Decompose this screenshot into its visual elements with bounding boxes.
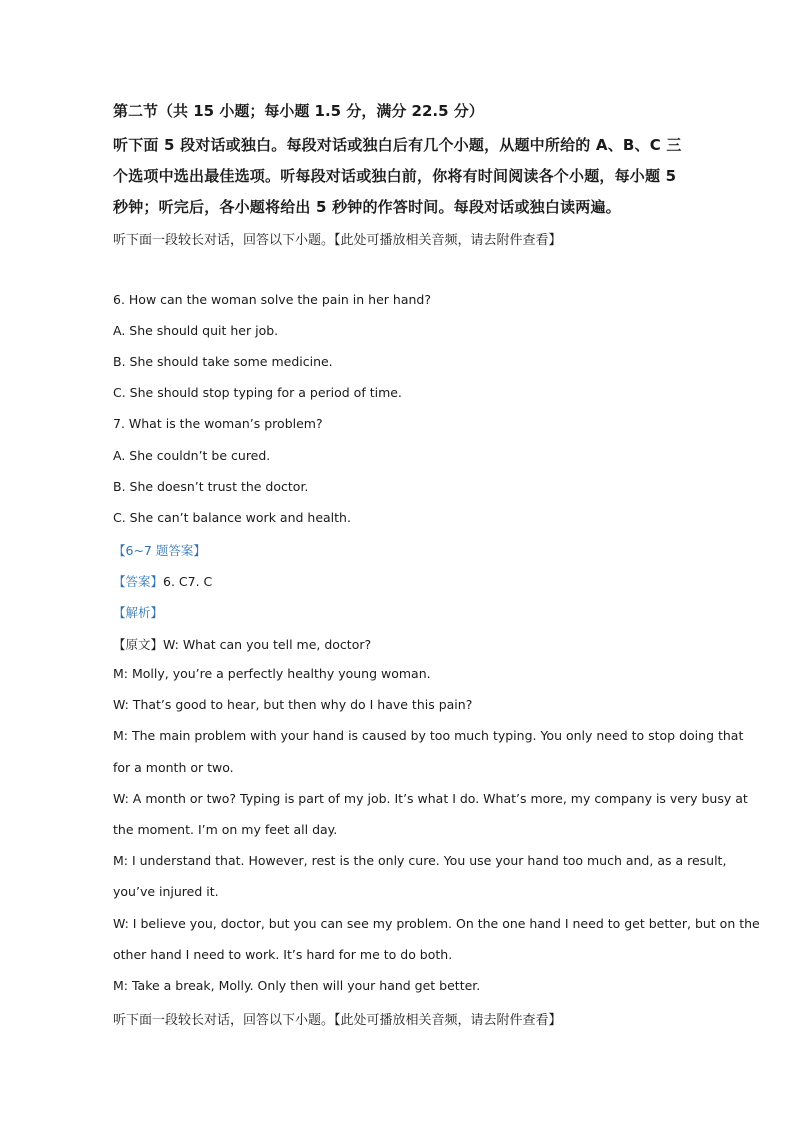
transcript-line-9: you’ve injured it. xyxy=(113,884,219,899)
transcript-line-12: M: Take a break, Molly. Only then will your hand get better. xyxy=(113,978,481,993)
transcript-text: W: What can you tell me, doctor? xyxy=(163,637,372,652)
transcript-label: 【原文】 xyxy=(113,637,164,652)
question-7-stem: 7. What is the woman’s problem? xyxy=(113,416,323,431)
next-audio-note: 听下面一段较长对话，回答以下小题。【此处可播放相关音频，请去附件查看】 xyxy=(113,1013,562,1028)
transcript-line-4: M: The main problem with your hand is caused by too much typing. You only need to stop doing that xyxy=(113,728,744,743)
answer-label: 【答案】 xyxy=(113,574,164,589)
analysis-label: 【解析】 xyxy=(113,605,164,620)
answer-line xyxy=(113,572,212,590)
question-6-option-b: B. She should take some medicine. xyxy=(113,354,333,369)
transcript-line-6: W: A month or two? Typing is part of my job. It’s what I do. What’s more, my company is very busy at xyxy=(113,791,748,806)
instruction-line-1: 听下面 5 段对话或独白。每段对话或独白后有几个小题，从题中所给的 A、B、C 三 xyxy=(113,136,682,154)
question-7-option-c: C. She can’t balance work and health. xyxy=(113,510,351,525)
transcript-line-2: M: Molly, you’re a perfectly healthy young woman. xyxy=(113,666,431,681)
question-6-stem: 6. How can the woman solve the pain in her hand? xyxy=(113,292,431,307)
transcript-line-1 xyxy=(113,635,371,653)
transcript-line-10: W: I believe you, doctor, but you can see my problem. On the one hand I need to get better, but on the xyxy=(113,916,760,931)
answer-value: 6. C7. C xyxy=(163,574,213,589)
audio-note: 听下面一段较长对话，回答以下小题。【此处可播放相关音频，请去附件查看】 xyxy=(113,233,562,248)
transcript-line-3: W: That’s good to hear, but then why do I have this pain? xyxy=(113,697,473,712)
instruction-line-2: 个选项中选出最佳选项。听每段对话或独白前，你将有时间阅读各个小题，每小题 5 xyxy=(113,167,677,185)
question-7-option-b: B. She doesn’t trust the doctor. xyxy=(113,479,309,494)
answer-heading: 【6~7 题答案】 xyxy=(113,543,206,558)
question-6-option-c: C. She should stop typing for a period of time. xyxy=(113,385,402,400)
question-6-option-a: A. She should quit her job. xyxy=(113,323,279,338)
transcript-line-8: M: I understand that. However, rest is the only cure. You use your hand too much and, as a result, xyxy=(113,853,727,868)
transcript-line-7: the moment. I’m on my feet all day. xyxy=(113,822,338,837)
transcript-line-5: for a month or two. xyxy=(113,760,234,775)
instruction-line-3: 秒钟；听完后，各小题将给出 5 秒钟的作答时间。每段对话或独白读两遍。 xyxy=(113,198,621,216)
transcript-line-11: other hand I need to work. It’s hard for me to do both. xyxy=(113,947,453,962)
question-7-option-a: A. She couldn’t be cured. xyxy=(113,448,271,463)
section-title: 第二节（共 15 小题；每小题 1.5 分，满分 22.5 分） xyxy=(113,102,484,120)
